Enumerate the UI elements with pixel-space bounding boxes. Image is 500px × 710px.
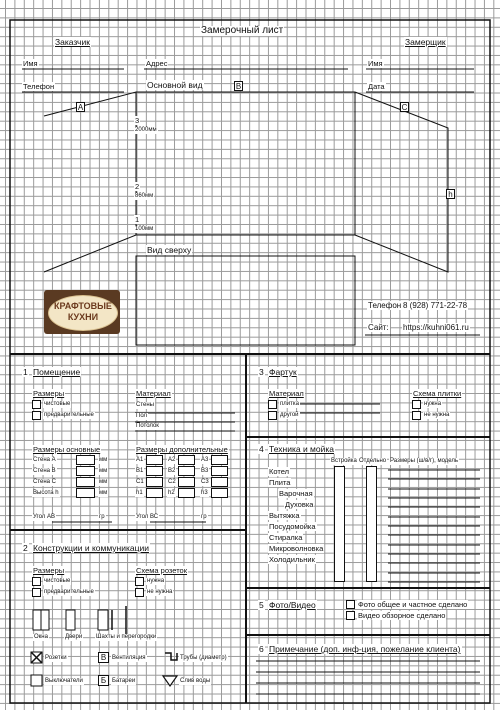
mark-3: 3 xyxy=(135,116,140,125)
room-material-heading: Материал xyxy=(136,389,171,398)
doors-label: Двери xyxy=(65,634,83,640)
room-sizes-heading: Размеры xyxy=(33,389,65,398)
extra-c2-label: C2 xyxy=(168,479,176,485)
separate-column[interactable] xyxy=(366,466,377,582)
appliance-hob: Варочная xyxy=(279,489,313,498)
wall-b-unit: мм xyxy=(99,468,108,474)
extra-c1-label: C1 xyxy=(136,479,144,485)
extra-b3-label: B3 xyxy=(201,468,209,474)
room-floor-label: Пол xyxy=(136,413,148,419)
extra-c3-label: C3 xyxy=(201,479,209,485)
extra-b1-input[interactable] xyxy=(146,466,163,476)
wall-a-row-label: Стена А xyxy=(33,457,56,463)
wall-c-input[interactable] xyxy=(76,477,95,487)
wall-c-unit: мм xyxy=(99,479,108,485)
video-done-label: Видео обзорное сделано xyxy=(358,611,446,620)
extra-a1-label: A1 xyxy=(136,457,144,463)
appliance-microwave: Микроволновка xyxy=(269,544,324,553)
sockets-not-needed-label: не нужна xyxy=(147,589,173,595)
measurer-heading: Замерщик xyxy=(405,37,446,47)
extra-c1-input[interactable] xyxy=(146,477,163,487)
wall-a-input[interactable] xyxy=(76,455,95,465)
appliance-fridge: Холодильник xyxy=(269,555,315,564)
address-label: Адрес xyxy=(146,59,168,68)
room-prelim-label: предварительные xyxy=(44,412,94,418)
contact-phone-value: 8 (928) 771-22-78 xyxy=(403,301,468,310)
customer-name-label: Имя xyxy=(23,59,38,68)
customer-heading: Заказчик xyxy=(55,37,90,47)
section-6-title: Примечание (доп. инф-ция, пожелание клиента) xyxy=(269,644,461,654)
sockets-needed-label: нужна xyxy=(147,578,165,584)
page-title: Замерочный лист xyxy=(201,25,284,36)
appliance-dishwasher: Посудомойка xyxy=(269,522,316,531)
extra-h3-input[interactable] xyxy=(211,488,228,498)
extra-b2-input[interactable] xyxy=(178,466,195,476)
sockets-scheme-heading: Схема розеток xyxy=(136,566,188,575)
mark-3-sub: 2000мм xyxy=(135,127,157,133)
mark-2: 2 xyxy=(135,182,140,191)
switches-label: Выключатели xyxy=(45,678,83,684)
extra-c2-input[interactable] xyxy=(178,477,195,487)
extra-b1-label: B1 xyxy=(136,468,144,474)
logo-line-1: КРАФТОВЫЕ xyxy=(54,301,112,311)
measurer-name-label: Имя xyxy=(368,59,383,68)
ventilation-label: Вентиляция xyxy=(112,655,146,661)
sockets-not-needed-checkbox[interactable] xyxy=(135,588,144,597)
appliance-washer: Стиралка xyxy=(269,533,303,542)
section-2-number: 2 xyxy=(23,543,28,553)
contact-phone-label: Телефон xyxy=(368,301,402,310)
section-3-number: 3 xyxy=(259,367,264,377)
appliance-boiler: Котел xyxy=(269,467,290,476)
extra-a2-label: A2 xyxy=(168,457,176,463)
wall-a-unit: мм xyxy=(99,457,108,463)
wall-b-row-label: Стена B xyxy=(33,468,56,474)
apron-tile-label: плитка xyxy=(280,401,299,407)
main-view-label: Основной вид xyxy=(147,80,203,90)
wall-a-label: A xyxy=(77,103,84,112)
extra-h1-input[interactable] xyxy=(146,488,163,498)
col-sizes-header: Размеры (ш/в/г), модель xyxy=(390,458,459,464)
wall-b-label: B xyxy=(235,82,242,91)
ventilation-icon: В xyxy=(98,652,109,663)
tile-needed-checkbox[interactable] xyxy=(412,400,421,409)
main-sizes-heading: Размеры основные xyxy=(33,445,101,454)
logo-line-2: КУХНИ xyxy=(67,312,99,322)
tile-scheme-heading: Схема плитки xyxy=(413,389,462,398)
top-view-label: Вид сверху xyxy=(147,245,192,255)
constr-clean-label: чистовые xyxy=(44,578,71,584)
appliance-hood: Вытяжка xyxy=(269,511,300,520)
extra-a3-label: A3 xyxy=(201,457,209,463)
wall-c-label: C xyxy=(401,103,408,112)
batteries-label: Батареи xyxy=(112,678,136,684)
date-label: Дата xyxy=(368,82,385,91)
section-1-title: Помещение xyxy=(33,367,81,377)
appliance-stove: Плита xyxy=(269,478,291,487)
mark-1-sub: 100мм xyxy=(135,226,154,232)
windows-label: Окна xyxy=(34,634,48,640)
company-logo xyxy=(44,290,120,334)
height-unit: мм xyxy=(99,490,108,496)
extra-h1-label: h1 xyxy=(136,490,143,496)
apron-material-heading: Материал xyxy=(269,389,304,398)
section-2-title: Конструкции и коммуникации xyxy=(33,543,149,553)
pipes-label: Трубы (диаметр) xyxy=(180,655,227,661)
shafts-label: Шахты и перегородки xyxy=(96,634,157,640)
section-3-title: Фартук xyxy=(269,367,297,377)
section-6-number: 6 xyxy=(259,644,264,654)
extra-a3-input[interactable] xyxy=(211,455,228,465)
angle-bc-label: Угол ВС xyxy=(136,514,159,520)
col-separate-header: Отдельно xyxy=(359,458,387,464)
angle-ab-label: Угол АВ xyxy=(33,514,55,520)
apron-other-checkbox[interactable] xyxy=(268,411,277,420)
builtin-column[interactable] xyxy=(334,466,345,582)
height-row-label: Высота h xyxy=(33,490,59,496)
col-builtin-header: Встройка xyxy=(331,458,357,464)
wall-c-row-label: Стена C xyxy=(33,479,57,485)
section-5-title: Фото/Видео xyxy=(269,600,316,610)
tile-not-needed-label: не нужна xyxy=(424,412,450,418)
tile-not-needed-checkbox[interactable] xyxy=(412,411,421,420)
room-clean-label: чистовые xyxy=(44,401,71,407)
extra-h2-label: h2 xyxy=(168,490,175,496)
extra-b3-input[interactable] xyxy=(211,466,228,476)
extra-b2-label: B2 xyxy=(168,468,176,474)
section-4-number: 4 xyxy=(259,444,264,454)
phone-label: Телефон xyxy=(23,82,55,91)
battery-icon: Б xyxy=(98,675,109,686)
room-walls-label: Стены xyxy=(136,402,154,408)
constr-prelim-checkbox[interactable] xyxy=(32,588,41,597)
drain-label: Слив воды xyxy=(180,678,211,684)
section-1-number: 1 xyxy=(23,367,28,377)
constr-sizes-heading: Размеры xyxy=(33,566,65,575)
room-ceiling-label: Потолок xyxy=(136,423,159,429)
apron-other-label: другой xyxy=(280,412,299,418)
contact-site-value: https://kuhni061.ru xyxy=(403,323,469,332)
room-clean-checkbox[interactable] xyxy=(32,400,41,409)
extra-sizes-heading: Размеры дополнительные xyxy=(136,445,228,454)
sockets-needed-checkbox[interactable] xyxy=(135,577,144,586)
mark-2-sub: 860мм xyxy=(135,193,154,199)
extra-h2-input[interactable] xyxy=(178,488,195,498)
video-done-checkbox[interactable] xyxy=(346,611,355,620)
sockets-label: Розетки xyxy=(45,655,67,661)
apron-tile-checkbox[interactable] xyxy=(268,400,277,409)
height-label: h xyxy=(446,189,455,199)
angle-ab-unit: гр xyxy=(99,514,105,520)
extra-h3-label: h3 xyxy=(201,490,208,496)
constr-prelim-label: предварительные xyxy=(44,589,94,595)
appliance-oven: Духовка xyxy=(285,500,314,509)
section-5-number: 5 xyxy=(259,600,264,610)
contact-site-label: Сайт: xyxy=(368,323,389,332)
photo-done-label: Фото общее и частное сделано xyxy=(358,600,468,609)
section-4-title: Техника и мойка xyxy=(269,444,335,454)
angle-bc-unit: гр xyxy=(201,514,207,520)
constr-clean-checkbox[interactable] xyxy=(32,577,41,586)
extra-a1-input[interactable] xyxy=(146,455,163,465)
room-prelim-checkbox[interactable] xyxy=(32,411,41,420)
extra-c3-input[interactable] xyxy=(211,477,228,487)
wall-b-input[interactable] xyxy=(76,466,95,476)
tile-needed-label: нужна xyxy=(424,401,442,407)
extra-a2-input[interactable] xyxy=(178,455,195,465)
photo-done-checkbox[interactable] xyxy=(346,600,355,609)
height-input[interactable] xyxy=(76,488,95,498)
mark-1: 1 xyxy=(135,215,140,224)
